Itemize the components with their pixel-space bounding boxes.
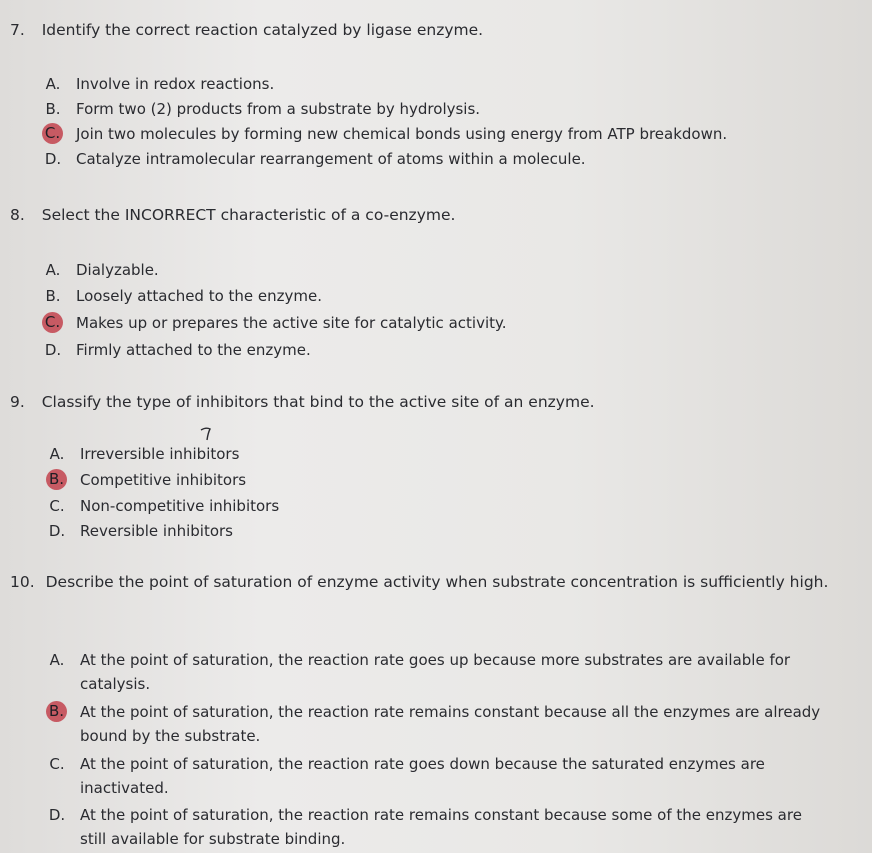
question-8-stem bbox=[10, 203, 455, 227]
question-text: Identify the correct reaction catalyzed by ligase enzyme. bbox=[41, 21, 484, 39]
option-text: At the point of saturation, the reaction rate goes up because more substrates are available for catalysis. bbox=[80, 651, 791, 693]
option-letter: B. bbox=[45, 287, 61, 305]
option-letter: C. bbox=[49, 497, 65, 515]
option-text: Involve in redox reactions. bbox=[76, 75, 275, 93]
option-text: Dialyzable. bbox=[76, 261, 159, 279]
selected-answer-circle: B. bbox=[46, 469, 67, 490]
selected-answer-circle: C. bbox=[42, 312, 63, 333]
question-text: Classify the type of inhibitors that bind to the active site of an enzyme. bbox=[41, 393, 595, 411]
option-text: Competitive inhibitors bbox=[80, 471, 247, 489]
option-letter: B. bbox=[45, 100, 61, 118]
option-letter: A. bbox=[45, 261, 61, 279]
option-letter: D. bbox=[44, 341, 62, 359]
question-text: Describe the point of saturation of enzyme activity when substrate concentration is sufficiently high. bbox=[45, 573, 829, 591]
question-7-stem bbox=[10, 18, 483, 42]
question-number: 8. bbox=[10, 206, 25, 224]
option-text: Makes up or prepares the active site for catalytic activity. bbox=[76, 314, 507, 332]
option-letter: D. bbox=[48, 522, 66, 540]
option-letter: A. bbox=[45, 75, 61, 93]
question-number: 10. bbox=[10, 573, 35, 591]
option-letter: C. bbox=[49, 755, 65, 773]
option-letter: D. bbox=[44, 150, 62, 168]
option-letter: D. bbox=[48, 806, 66, 824]
selected-answer-circle: B. bbox=[46, 701, 67, 722]
question-text: Select the INCORRECT characteristic of a co-enzyme. bbox=[41, 206, 456, 224]
question-10-stem bbox=[10, 570, 840, 594]
option-text: At the point of saturation, the reaction rate remains constant because all the enzymes are already bound by the substrate. bbox=[80, 703, 821, 745]
option-text: Irreversible inhibitors bbox=[80, 445, 240, 463]
option-text: Join two molecules by forming new chemical bonds using energy from ATP breakdown. bbox=[76, 125, 728, 143]
option-letter: A. bbox=[49, 445, 65, 463]
question-9-stem bbox=[10, 390, 595, 414]
option-text: Form two (2) products from a substrate by hydrolysis. bbox=[76, 100, 481, 118]
selected-answer-circle: C. bbox=[42, 123, 63, 144]
option-letter: A. bbox=[49, 651, 65, 669]
option-text: Catalyze intramolecular rearrangement of atoms within a molecule. bbox=[76, 150, 586, 168]
option-text: Reversible inhibitors bbox=[80, 522, 233, 540]
option-text: Non-competitive inhibitors bbox=[80, 497, 280, 515]
option-text: Firmly attached to the enzyme. bbox=[76, 341, 311, 359]
question-number: 9. bbox=[10, 393, 25, 411]
option-text: At the point of saturation, the reaction rate remains constant because some of the enzymes are still available for substrate binding. bbox=[80, 806, 802, 848]
question-number: 7. bbox=[10, 21, 25, 39]
option-text: At the point of saturation, the reaction rate goes down because the saturated enzymes are inactivated. bbox=[80, 755, 765, 797]
option-text: Loosely attached to the enzyme. bbox=[76, 287, 323, 305]
pen-mark-icon bbox=[200, 427, 212, 441]
